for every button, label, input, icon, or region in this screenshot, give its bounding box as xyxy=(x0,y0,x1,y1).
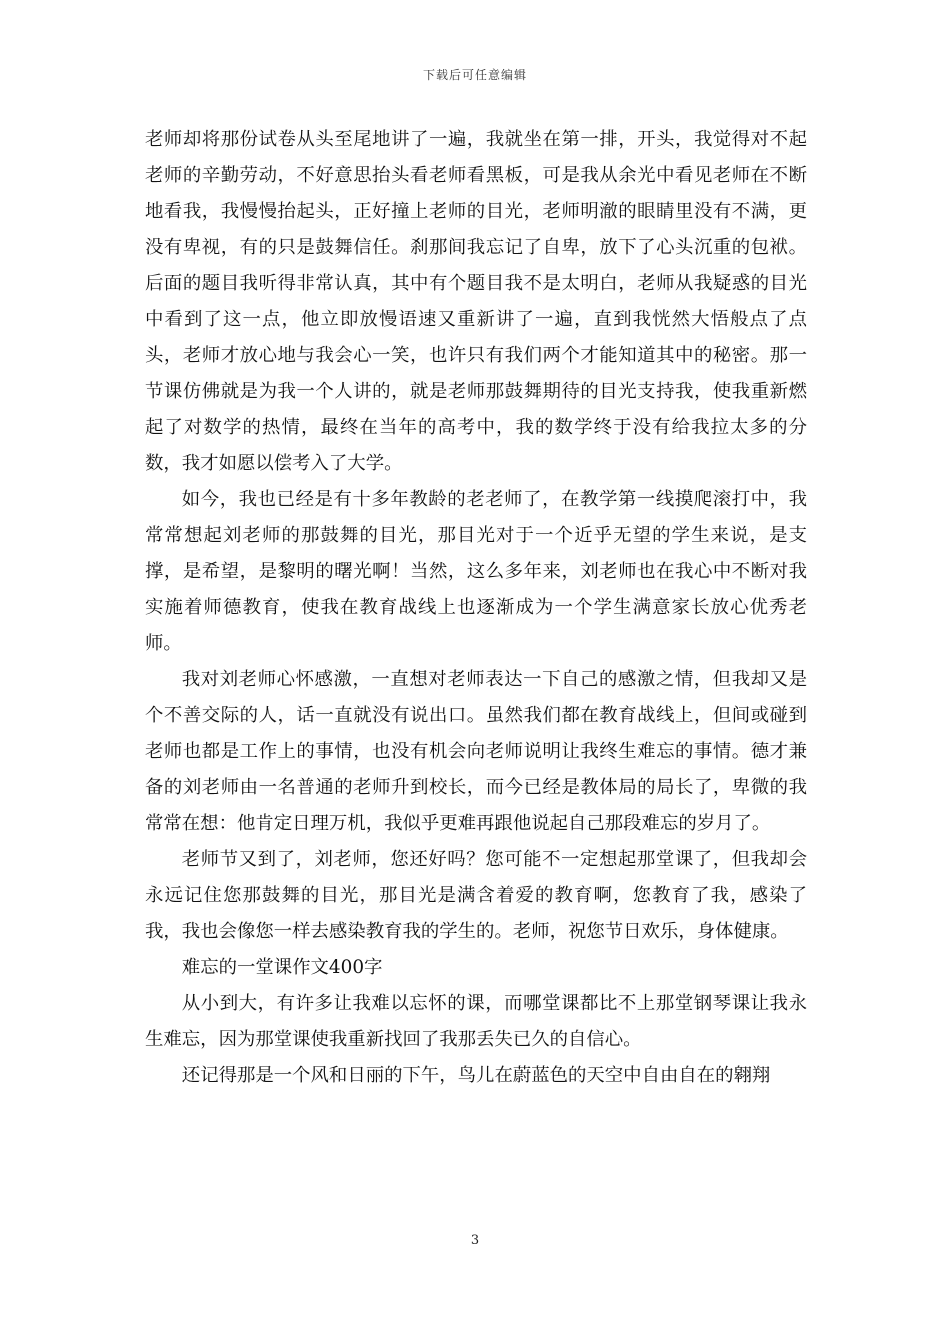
paragraph: 老师却将那份试卷从头至尾地讲了一遍，我就坐在第一排，开头，我觉得对不起老师的辛勤劳动，不好意思抬头看老师看黑板，可是我从余光中看见老师在不断地看我，我慢慢抬起头，正好撞上老师的目光，老师明澈的眼睛里没有不满，更没有卑视，有的只是鼓舞信任。刹那间我忘记了自卑，放下了心头沉重的包袱。后面的题目我听得非常认真，其中有个题目我不是太明白，老师从我疑惑的目光中看到了这一点，他立即放慢语速又重新讲了一遍，直到我恍然大悟般点了点头，老师才放心地与我会心一笑，也许只有我们两个才能知道其中的秘密。那一节课仿佛就是为我一个人讲的，就是老师那鼓舞期待的目光支持我，使我重新燃起了对数学的热情，最终在当年的高考中，我的数学终于没有给我拉太多的分数，我才如愿以偿考入了大学。 xyxy=(145,129,807,474)
essay-title: 难忘的一堂课作文400字 xyxy=(181,957,383,978)
paragraph: 我对刘老师心怀感激，一直想对老师表达一下自己的感激之情，但我却又是个不善交际的人，话一直就没有说出口。虽然我们都在教育战线上，但间或碰到老师也都是工作上的事情，也没有机会向老师说明让我终生难忘的事情。德才兼备的刘老师由一名普通的老师升到校长，而今已经是教体局的局长了，卑微的我常常在想：他肯定日理万机，我似乎更难再跟他说起自己那段难忘的岁月了。 xyxy=(145,669,807,834)
paragraph: 老师节又到了，刘老师，您还好吗？您可能不一定想起那堂课了，但我却会永远记住您那鼓舞的目光，那目光是满含着爱的教育啊，您教育了我，感染了我，我也会像您一样去感染教育我的学生的。老师，祝您节日欢乐，身体健康。 xyxy=(145,849,807,942)
paragraph: 还记得那是一个风和日丽的下午，鸟儿在蔚蓝色的天空中自由自在的翱翔 xyxy=(181,1065,771,1086)
paragraph: 如今，我也已经是有十多年教龄的老老师了，在教学第一线摸爬滚打中，我常常想起刘老师的那鼓舞的目光，那目光对于一个近乎无望的学生来说，是支撑，是希望，是黎明的曙光啊！当然，这么多年来，刘老师也在我心中不断对我实施着师德教育，使我在教育战线上也逐渐成为一个学生满意家长放心优秀老师。 xyxy=(145,489,807,654)
document-body xyxy=(145,122,807,1094)
paragraph: 从小到大，有许多让我难以忘怀的课，而哪堂课都比不上那堂钢琴课让我永生难忘，因为那堂课使我重新找回了我那丢失已久的自信心。 xyxy=(145,993,807,1050)
page-number: 3 xyxy=(470,1233,480,1248)
page-header: 下载后可任意编辑 xyxy=(422,68,527,82)
